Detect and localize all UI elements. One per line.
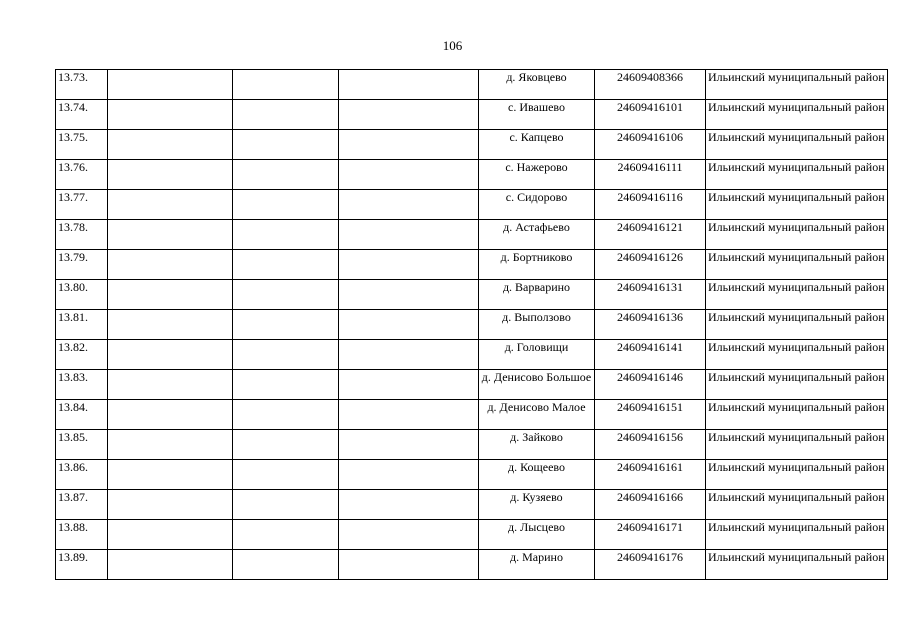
empty-cell — [233, 100, 339, 130]
empty-cell — [339, 190, 479, 220]
table-row — [56, 160, 888, 190]
row-number-cell: 13.77. — [56, 190, 108, 220]
empty-cell — [233, 370, 339, 400]
district-cell: Ильинский муниципальный район — [706, 130, 888, 160]
oktmo-code-cell: 24609416151 — [595, 400, 706, 430]
oktmo-code-cell: 24609416121 — [595, 220, 706, 250]
empty-cell — [339, 400, 479, 430]
empty-cell — [108, 100, 233, 130]
row-number-cell: 13.88. — [56, 520, 108, 550]
settlement-name-cell: с. Сидорово — [479, 190, 595, 220]
empty-cell — [339, 130, 479, 160]
settlement-name-cell: д. Лысцево — [479, 520, 595, 550]
table-row — [56, 70, 888, 100]
district-cell: Ильинский муниципальный район — [706, 520, 888, 550]
table-row — [56, 100, 888, 130]
row-number-cell: 13.76. — [56, 160, 108, 190]
row-number-cell: 13.73. — [56, 70, 108, 100]
district-cell: Ильинский муниципальный район — [706, 280, 888, 310]
oktmo-code-cell: 24609416146 — [595, 370, 706, 400]
empty-cell — [108, 310, 233, 340]
empty-cell — [108, 220, 233, 250]
settlement-name-cell: с. Капцево — [479, 130, 595, 160]
empty-cell — [339, 70, 479, 100]
table-row — [56, 310, 888, 340]
settlement-name-cell: д. Варварино — [479, 280, 595, 310]
oktmo-code-cell: 24609416171 — [595, 520, 706, 550]
empty-cell — [233, 280, 339, 310]
settlement-name-cell: д. Головищи — [479, 340, 595, 370]
oktmo-code-cell: 24609416136 — [595, 310, 706, 340]
empty-cell — [108, 130, 233, 160]
row-number-cell: 13.81. — [56, 310, 108, 340]
empty-cell — [339, 550, 479, 580]
district-cell: Ильинский муниципальный район — [706, 310, 888, 340]
empty-cell — [339, 340, 479, 370]
empty-cell — [233, 400, 339, 430]
row-number-cell: 13.82. — [56, 340, 108, 370]
empty-cell — [339, 160, 479, 190]
table-row — [56, 400, 888, 430]
empty-cell — [108, 400, 233, 430]
row-number-cell: 13.79. — [56, 250, 108, 280]
table-row — [56, 370, 888, 400]
oktmo-code-cell: 24609416161 — [595, 460, 706, 490]
empty-cell — [233, 430, 339, 460]
district-cell: Ильинский муниципальный район — [706, 100, 888, 130]
empty-cell — [108, 160, 233, 190]
empty-cell — [339, 460, 479, 490]
empty-cell — [339, 430, 479, 460]
empty-cell — [339, 220, 479, 250]
oktmo-code-cell: 24609408366 — [595, 70, 706, 100]
settlement-name-cell: д. Марино — [479, 550, 595, 580]
oktmo-code-cell: 24609416176 — [595, 550, 706, 580]
empty-cell — [339, 520, 479, 550]
district-cell: Ильинский муниципальный район — [706, 400, 888, 430]
table-row — [56, 190, 888, 220]
empty-cell — [233, 550, 339, 580]
settlement-name-cell: д. Денисово Большое — [479, 370, 595, 400]
empty-cell — [108, 520, 233, 550]
settlement-table — [55, 69, 888, 580]
empty-cell — [108, 550, 233, 580]
district-cell: Ильинский муниципальный район — [706, 250, 888, 280]
empty-cell — [233, 220, 339, 250]
empty-cell — [339, 370, 479, 400]
empty-cell — [233, 130, 339, 160]
empty-cell — [233, 310, 339, 340]
table-row — [56, 550, 888, 580]
empty-cell — [108, 70, 233, 100]
district-cell: Ильинский муниципальный район — [706, 160, 888, 190]
settlement-name-cell: д. Зайково — [479, 430, 595, 460]
empty-cell — [108, 340, 233, 370]
empty-cell — [339, 100, 479, 130]
page-number: 106 — [442, 38, 463, 53]
empty-cell — [108, 370, 233, 400]
row-number-cell: 13.78. — [56, 220, 108, 250]
oktmo-code-cell: 24609416131 — [595, 280, 706, 310]
table-row — [56, 460, 888, 490]
district-cell: Ильинский муниципальный район — [706, 490, 888, 520]
oktmo-code-cell: 24609416156 — [595, 430, 706, 460]
table-row — [56, 430, 888, 460]
district-cell: Ильинский муниципальный район — [706, 220, 888, 250]
settlement-name-cell: д. Выползово — [479, 310, 595, 340]
table-row — [56, 220, 888, 250]
settlement-name-cell: д. Яковцево — [479, 70, 595, 100]
settlement-name-cell: с. Нажерово — [479, 160, 595, 190]
settlement-name-cell: д. Кощеево — [479, 460, 595, 490]
district-cell: Ильинский муниципальный район — [706, 430, 888, 460]
empty-cell — [233, 250, 339, 280]
table-row — [56, 340, 888, 370]
empty-cell — [108, 490, 233, 520]
oktmo-code-cell: 24609416116 — [595, 190, 706, 220]
empty-cell — [233, 460, 339, 490]
empty-cell — [108, 250, 233, 280]
empty-cell — [339, 490, 479, 520]
row-number-cell: 13.84. — [56, 400, 108, 430]
settlement-name-cell: д. Астафьево — [479, 220, 595, 250]
oktmo-code-cell: 24609416166 — [595, 490, 706, 520]
district-cell: Ильинский муниципальный район — [706, 340, 888, 370]
empty-cell — [108, 460, 233, 490]
row-number-cell: 13.83. — [56, 370, 108, 400]
row-number-cell: 13.80. — [56, 280, 108, 310]
empty-cell — [339, 250, 479, 280]
district-cell: Ильинский муниципальный район — [706, 370, 888, 400]
settlement-name-cell: д. Денисово Малое — [479, 400, 595, 430]
table-row — [56, 250, 888, 280]
oktmo-code-cell: 24609416111 — [595, 160, 706, 190]
table-row — [56, 280, 888, 310]
oktmo-code-cell: 24609416141 — [595, 340, 706, 370]
empty-cell — [233, 520, 339, 550]
row-number-cell: 13.87. — [56, 490, 108, 520]
table-body — [56, 70, 888, 580]
row-number-cell: 13.89. — [56, 550, 108, 580]
district-cell: Ильинский муниципальный район — [706, 190, 888, 220]
empty-cell — [339, 280, 479, 310]
empty-cell — [108, 190, 233, 220]
row-number-cell: 13.74. — [56, 100, 108, 130]
oktmo-code-cell: 24609416126 — [595, 250, 706, 280]
empty-cell — [233, 190, 339, 220]
empty-cell — [233, 160, 339, 190]
settlement-name-cell: с. Ивашево — [479, 100, 595, 130]
empty-cell — [233, 340, 339, 370]
row-number-cell: 13.86. — [56, 460, 108, 490]
table-row — [56, 490, 888, 520]
district-cell: Ильинский муниципальный район — [706, 550, 888, 580]
district-cell: Ильинский муниципальный район — [706, 460, 888, 490]
oktmo-code-cell: 24609416101 — [595, 100, 706, 130]
district-cell: Ильинский муниципальный район — [706, 70, 888, 100]
settlement-name-cell: д. Бортниково — [479, 250, 595, 280]
table-row — [56, 130, 888, 160]
settlement-name-cell: д. Кузяево — [479, 490, 595, 520]
empty-cell — [108, 280, 233, 310]
empty-cell — [233, 490, 339, 520]
row-number-cell: 13.85. — [56, 430, 108, 460]
empty-cell — [233, 70, 339, 100]
oktmo-code-cell: 24609416106 — [595, 130, 706, 160]
table-row — [56, 520, 888, 550]
empty-cell — [339, 310, 479, 340]
row-number-cell: 13.75. — [56, 130, 108, 160]
empty-cell — [108, 430, 233, 460]
